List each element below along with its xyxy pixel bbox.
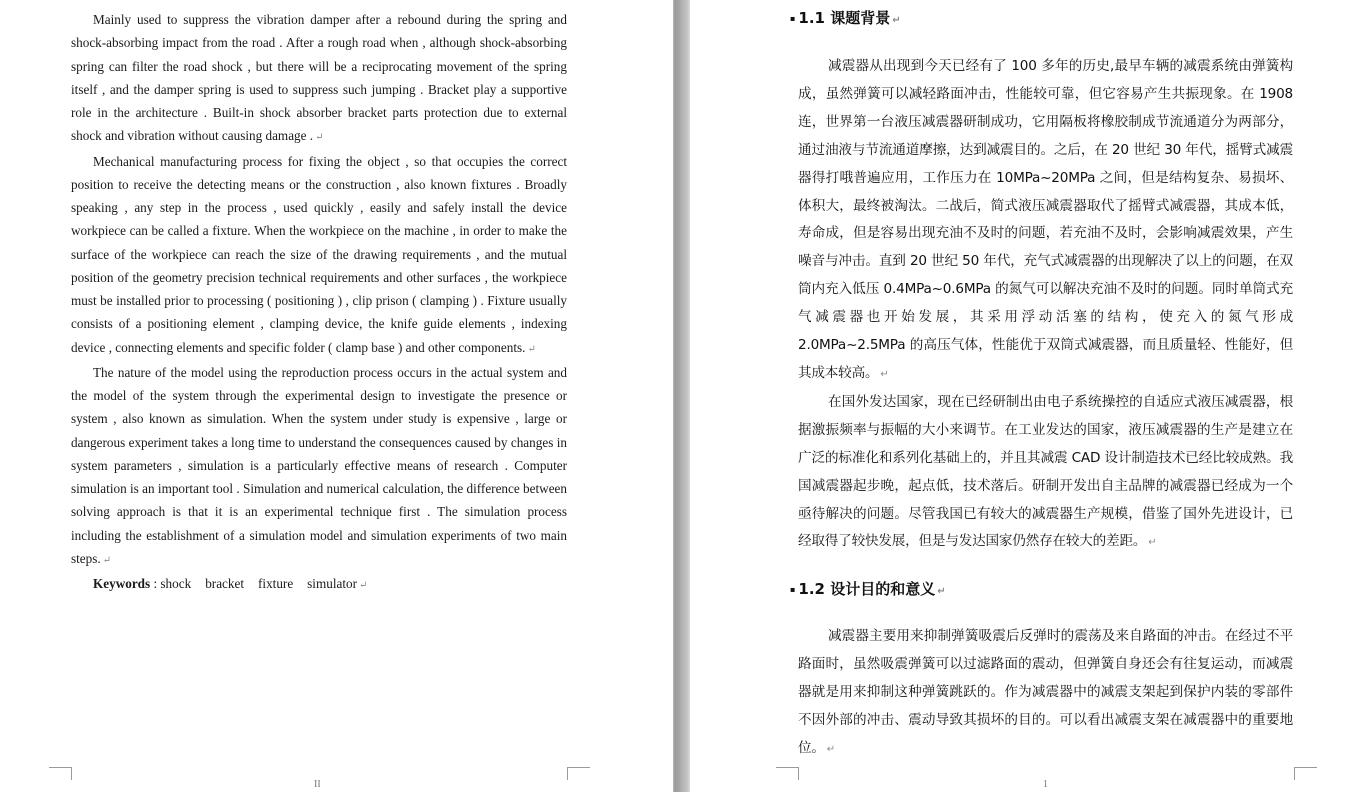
keywords-line	[71, 572, 567, 597]
page-gap	[673, 0, 690, 792]
left-page	[0, 0, 673, 792]
crop-mark-bottom-left	[49, 767, 72, 780]
section-heading-1-2: ▪ 1.2 设计目的和意义 ↵	[790, 580, 946, 598]
keyword: fixture	[258, 576, 294, 591]
keywords-label: Keywords	[93, 576, 151, 591]
section-1-1-paragraph-2: 在国外发达国家，现在已经研制出由电子系统操控的自适应式液压减震器，根据激振频率与振幅的大小来调节。在工业发达的国家，液压减震器的生产是建立在广泛的标准化和系列化基础上的，并且其减震 CAD 设计制造技术已经比较成熟。我国减震器起步晚，起点低，技术落后。研制开发出自主品牌的减震器已经成为一个亟待解决的问题。尽管我国已有较大的减震器生产规模，借鉴了国外先进设计，已经取得了较快发展，但是与发达国家仍然存在较大的差距。 ↵	[798, 393, 1293, 550]
abstract-paragraph-1: Mainly used to suppress the vibration damper after a rebound during the spring and shock-absorbing impact from the road . After a rough road when , although shock-absorbing spring can filter the road shock , but there will be a reciprocating movement of the spring itself , and the damper spring is used to suppress such jumping . Bracket play a supportive role in the architecture . Built-in shock absorber bracket parts protection due to external shock and vibration without causing damage . ↵	[71, 12, 567, 144]
keyword: shock	[160, 576, 192, 591]
abstract-text	[71, 8, 567, 597]
paragraph-mark-icon: ↵	[102, 554, 112, 566]
paragraph-mark-icon: ↵	[937, 586, 946, 597]
page-number: 1	[1043, 779, 1048, 790]
section-1-1-paragraph-1: 减震器从出现到今天已经有了 100 多年的历史,最早车辆的减震系统由弹簧构成，虽然弹簧可以减轻路面冲击，性能较可靠，但它容易产生共振现象。在 1908 连，世界第一台液压减震器研制成功，它用隔板将橡胶制成节流通道分为两部分，通过油液与节流通道摩擦，达到减震目的。之后，在 20 世纪 30 年代，摇臂式减震器得打哦普遍应用，工作压力在 10MPa~20MPa 之间，但是结构复杂、易损坏、体积大，最终被淘汰。二战后，简式液压减震器取代了摇臂式减震器，其成本低，寿命成，但是容易出现充油不及时的问题，若充油不及时，会影响减震效果，产生噪音与冲击。直到 20 世纪 50 年代，充气式减震器的出现解决了以上的问题，在双筒内充入低压 0.4MPa~0.6MPa 的氮气可以解决充油不及时的问题。同时单筒式充气减震器也开始发展，其采用浮动活塞的结构，使充入的氮气形成 2.0MPa~2.5MPa 的高压气体，性能优于双筒式减震器，而且质量轻、性能好，但其成本较高。 ↵	[798, 58, 1293, 381]
right-page	[690, 0, 1365, 792]
section-1-2-paragraph-1: 减震器主要用来抑制弹簧吸震后反弹时的震荡及来自路面的冲击。在经过不平路面时，虽然吸震弹簧可以过滤路面的震动，但弹簧自身还会有往复运动，而减震器就是用来抑制这种弹簧跳跃的。作为减震器中的减震支架起到保护内装的零部件不因外部的冲击、震动导致其损坏的目的。可以看出减震支架在减震器中的重要地位。 ↵	[798, 628, 1293, 756]
keyword: bracket	[205, 576, 245, 591]
bullet-icon: ▪	[790, 14, 796, 23]
crop-mark-bottom-right	[567, 767, 590, 780]
abstract-paragraph-2: Mechanical manufacturing process for fixing the object , so that occupies the correct position to receive the detecting means or the construction , also known fixtures . Broadly speaking , any step in the process , used quickly , easily and safely install the device workpiece can be called a fixture. When the workpiece on the machine , in order to make the surface of the workpiece can reach the size of the drawing requirements , and the mutual position of the geometry precision technical requirements and other surfaces , the workpiece must be installed prior to processing ( positioning ) , clip prison ( clamping ) . Fixture usually consists of a positioning element , clamping device, the knife guide elements , indexing device , connecting elements and specific folder ( clamp base ) and other components. ↵	[71, 153, 567, 355]
paragraph-mark-icon: ↵	[527, 343, 536, 355]
page-number: II	[314, 779, 321, 790]
section-1-2-body	[798, 623, 1293, 764]
paragraph-mark-icon: ↵	[315, 132, 324, 144]
paragraph-mark-icon: ↵	[892, 15, 901, 26]
section-heading-1-1: ▪ 1.1 课题背景 ↵	[790, 9, 901, 27]
bullet-icon: ▪	[790, 585, 796, 594]
keyword: simulator	[307, 576, 357, 591]
paragraph-mark-icon: ↵	[1148, 537, 1157, 549]
paragraph-mark-icon: ↵	[826, 743, 835, 755]
keywords-separator: :	[150, 576, 158, 591]
abstract-paragraph-3: The nature of the model using the reproduction process occurs in the actual system and the model of the system through the experimental design to investigate the presence or system , also known as simulation. When the system under study is expensive , large or dangerous experiment takes a long time to understand the consequences caused by changes in system parameters , simulation is a particularly effective means of research . Computer simulation is an important tool . Simulation and numerical calculation, the difference between solving approach is that it is an experimental technique first . The simulation process including the establishment of a simulation model and simulation experiments of two main steps. ↵	[71, 364, 567, 566]
section-1-1-body	[798, 53, 1293, 557]
crop-mark-bottom-right	[1294, 767, 1317, 780]
paragraph-mark-icon: ↵	[359, 580, 368, 591]
crop-mark-bottom-left	[776, 767, 799, 780]
paragraph-mark-icon: ↵	[880, 368, 889, 380]
